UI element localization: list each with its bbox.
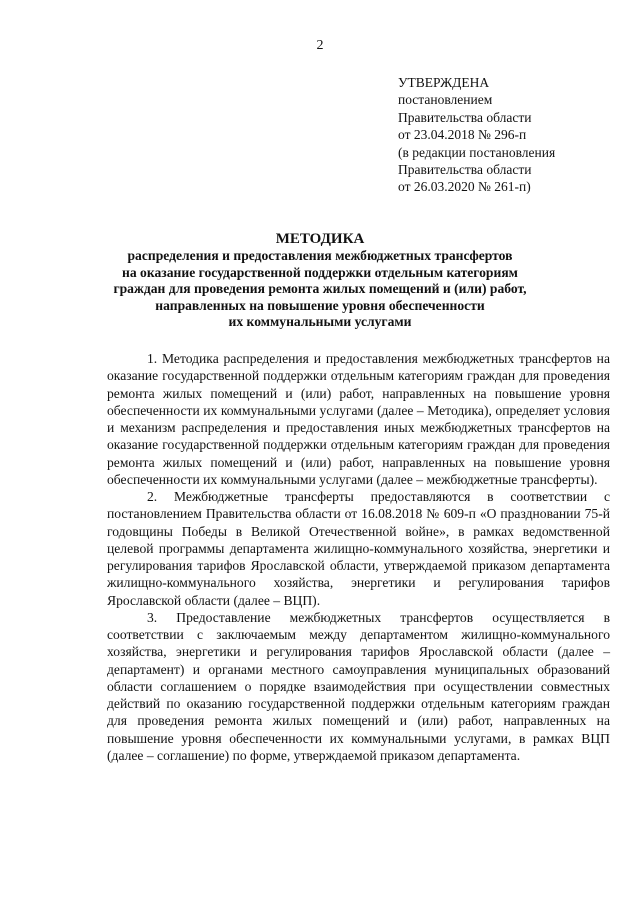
title-line: на оказание государственной поддержки отдельным категориям [122,264,518,280]
title-main: МЕТОДИКА [275,231,365,247]
document-title [60,230,580,331]
approval-line: (в редакции постановления [398,144,556,160]
approval-line: Правительства области [398,109,532,125]
approval-line: УТВЕРЖДЕНА [398,75,490,90]
approval-line: Правительства области [398,162,532,178]
approval-line: постановлением [398,92,493,108]
title-line: распределения и предоставления межбюджетных трансфертов [127,248,513,263]
paragraph-1: 1. Методика распределения и предоставления межбюджетных трансфертов на оказание государственной поддержки отдельным категориям граждан для проведения ремонта жилых помещений и (или) работ, направленных на повышение уровня обеспеченности их коммунальными услугами (далее – Методика), определяет условия и механизм распределения и предоставления иных межбюджетных трансфертов на оказание государственной поддержки отдельным категориям граждан для проведения ремонта жилых помещений и (или) работ, направленных на повышение уровня обеспеченности их коммунальными услугами (далее – межбюджетные трансферты). [107,351,610,487]
title-line: их коммунальными услугами [228,314,412,330]
document-body [107,350,610,764]
approval-stamp [398,74,634,196]
approval-line: от 26.03.2020 № 261-п) [398,179,531,195]
title-line: граждан для проведения ремонта жилых помещений и (или) работ, [113,281,527,297]
approval-line: от 23.04.2018 № 296-п [398,127,527,143]
title-line: направленных на повышение уровня обеспеченности [155,297,485,313]
paragraph-3: 3. Предоставление межбюджетных трансфертов осуществляется в соответствии с заключаемым между департаментом жилищно-коммунального хозяйства, энергетики и регулирования тарифов Ярославской области (далее – департамент) и органами местного самоуправления муниципальных образований области соглашением о порядке взаимодействия при осуществлении совместных действий по оказанию государственной поддержки отдельным категориям граждан для проведения ремонта жилых помещений и (или) работ, направленных на повышение уровня обеспеченности их коммунальными услугами, в рамках ВЦП (далее – соглашение) по форме, утверждаемой приказом департамента. [107,609,610,763]
paragraph-2: 2. Межбюджетные трансферты предоставляются в соответствии с постановлением Правительства области от 16.08.2018 № 609-п «О праздновании 75-й годовщины Победы в Великой Отечественной войне», в рамках ведомственной целевой программы департамента жилищно-коммунального хозяйства, энергетики и регулирования тарифов Ярославской области, утверждаемой приказом департамента жилищно-коммунального хозяйства, энергетики и регулирования тарифов Ярославской области (далее – ВЦП). [107,489,610,608]
page-number: 2 [316,38,324,53]
